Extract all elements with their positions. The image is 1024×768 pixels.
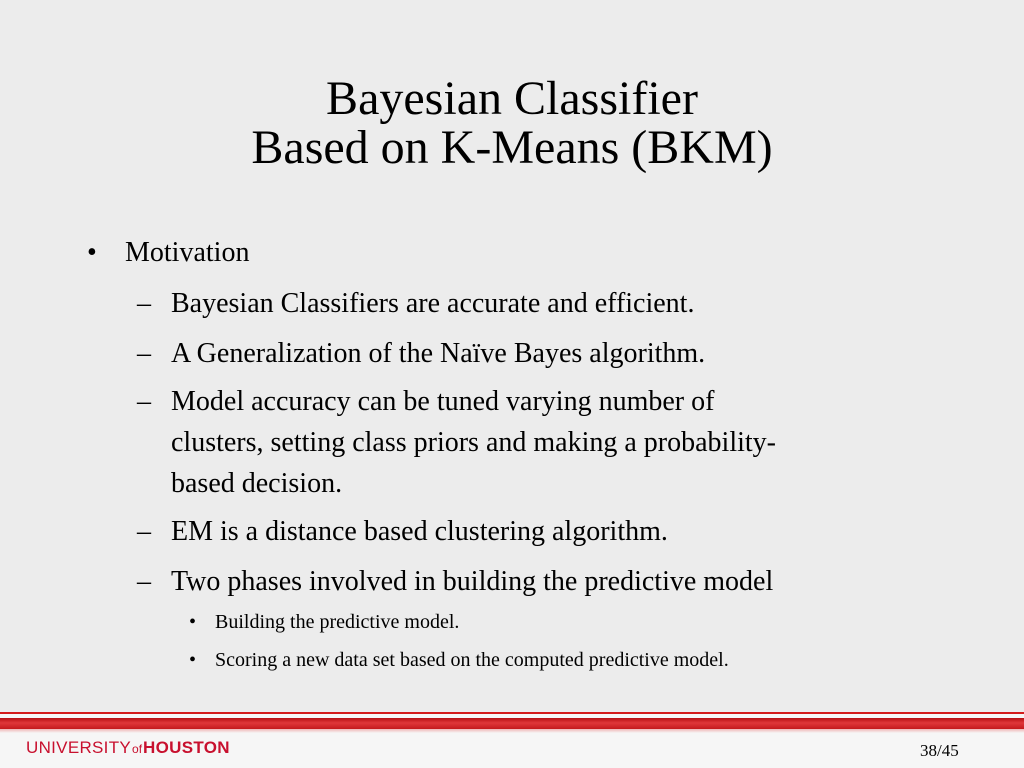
logo-houston-text: HOUSTON [143,738,230,757]
bullet-text-level-2: Bayesian Classifiers are accurate and efficient. [171,288,695,319]
page-number: 38/45 [920,741,959,760]
logo-of-text: of [132,742,143,756]
slide-title-line-2: Based on K-Means (BKM) [251,121,773,174]
footer-red-shadow [0,729,1024,733]
bullet-text-level-2: based decision. [171,468,343,499]
bullet-text-level-2: A Generalization of the Naïve Bayes algorithm. [171,338,706,369]
bullet-marker-level-2: – [137,288,151,319]
bullet-text-level-3: Scoring a new data set based on the computed predictive model. [215,649,729,671]
slide-title-line-1: Bayesian Classifier [326,72,698,125]
bullet-text-level-2: Two phases involved in building the predictive model [171,566,774,597]
bullet-marker-level-1: • [87,237,97,268]
bullet-text-level-3: Building the predictive model. [215,611,460,633]
footer-red-rule [0,712,1024,714]
bullet-text-level-2: EM is a distance based clustering algorithm. [171,516,668,547]
university-logo [26,738,230,762]
bullet-marker-level-2: – [137,338,151,369]
bullet-marker-level-2: – [137,516,151,547]
bullet-text-level-2: clusters, setting class priors and making a probability- [171,427,776,458]
bullet-marker-level-3: • [189,649,197,671]
bullet-text-level-1: Motivation [125,237,250,268]
bullet-marker-level-2: – [137,566,151,597]
bullet-marker-level-3: • [189,611,197,633]
logo-university-text: UNIVERSITY [26,738,132,757]
footer-red-bar [0,718,1024,729]
bullet-marker-level-2: – [137,386,151,417]
bullet-text-level-2: Model accuracy can be tuned varying number of [171,386,715,417]
